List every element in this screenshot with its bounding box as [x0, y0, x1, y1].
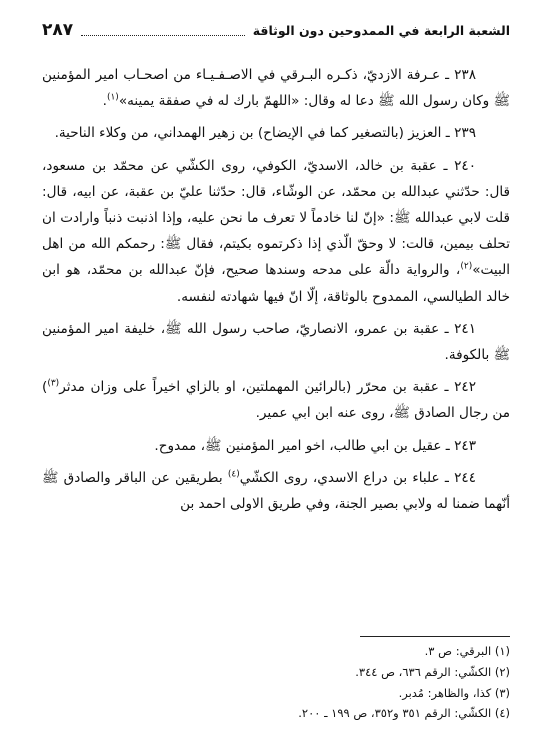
- entry-242: ٢٤٢ ـ عقبة بن محرّر (بالرائين المهملتين، او بالزاي اخيراً على وزان مدثر$^{(٣)}$) من رجال الصادق ﷺ، روى عنه ابن ابي عمير.: [42, 378, 510, 422]
- footnote-rule: [360, 636, 510, 637]
- header-leader-dots: [81, 35, 245, 36]
- footnote-2: (٢) الكشّي: الرقم ٦٣٦، ص ٣٤٤.: [355, 664, 510, 679]
- entry-239: ٢٣٩ ـ العزيز (بالتصغير كما في الإيضاح) بن زهير الهمداني، من وكلاء الناحية.: [54, 125, 476, 142]
- footnote-4: (٤) الكشّي: الرقم ٣٥١ و٣٥٢، ص ١٩٩ ـ ٢٠٠.: [298, 706, 510, 721]
- footnote-ref: (١): [106, 92, 119, 103]
- main-text: [42, 62, 510, 523]
- entry-244: ٢٤٤ ـ علباء بن دراع الاسدي، روى الكشّي$^{(٤)}$ بطريقين عن الباقر والصادق ﷺ أنّهما ضمنا له ولابي بصير الجنة، وفي طريق الاولى احمد بن: [42, 469, 510, 513]
- entry-240: ٢٤٠ ـ عقبة بن خالد، الاسديّ، الكوفي، روى الكشّي عن محمّد بن مسعود، قال: حدّثني عبدالله بن محمّد، عن الوشّاء، قال: حدّثنا عليّ بن عقبة، عن ابيه، قال: قلت لابي عبدالله ﷺ: «إنّ لنا خادماً لا تعرف ما نحن عليه، وإذا اذنبت ذنباً وارادت ان تحلف بيمين، قالت: لا وحقّ الّذي إذا ذكرتموه بكيتم، فقال ﷺ: رحمكم الله من اهل البيت»$^{(٢)}$، والرواية دالّة على مدحه وسندها صحيح، فإنّ عبدالله بن محمّد، هو ابن خالد الطيالسي، الممدوح بالوثاقة، إلّا انّ فيها شهادته لنفسه.: [42, 157, 510, 305]
- footnote-ref: (٤): [227, 469, 240, 480]
- entry-238: ٢٣٨ ـ عـرفة الازديّ، ذكـره البـرقي في الاصـفـيـاء من اصحـاب امير المؤمنين ﷺ وكان رسول الله ﷺ دعا له وقال: «اللهمّ بارك له في صفقة يمينه»$^{(١)}$.: [42, 67, 510, 110]
- page-number: ٢٨٧: [42, 20, 74, 40]
- footnote-3: (٣) كذا، والظاهر: مُدبر.: [398, 685, 510, 700]
- footnotes: [42, 636, 510, 724]
- page-header: [42, 18, 510, 42]
- footnote-ref: (٣): [47, 378, 60, 389]
- running-title: الشعبة الرابعة في الممدوحين دون الوثاقة: [252, 22, 510, 38]
- entry-243: ٢٤٣ ـ عقيل بن ابي طالب، اخو امير المؤمنين ﷺ، ممدوح.: [154, 437, 476, 454]
- footnote-1: (١) البرقي: ص ٣.: [424, 644, 510, 658]
- entry-241: ٢٤١ ـ عقبة بن عمرو، الانصاريّ، صاحب رسول الله ﷺ، خليفة امير المؤمنين ﷺ بالكوفة.: [42, 320, 510, 364]
- footnote-ref: (٢): [460, 261, 473, 272]
